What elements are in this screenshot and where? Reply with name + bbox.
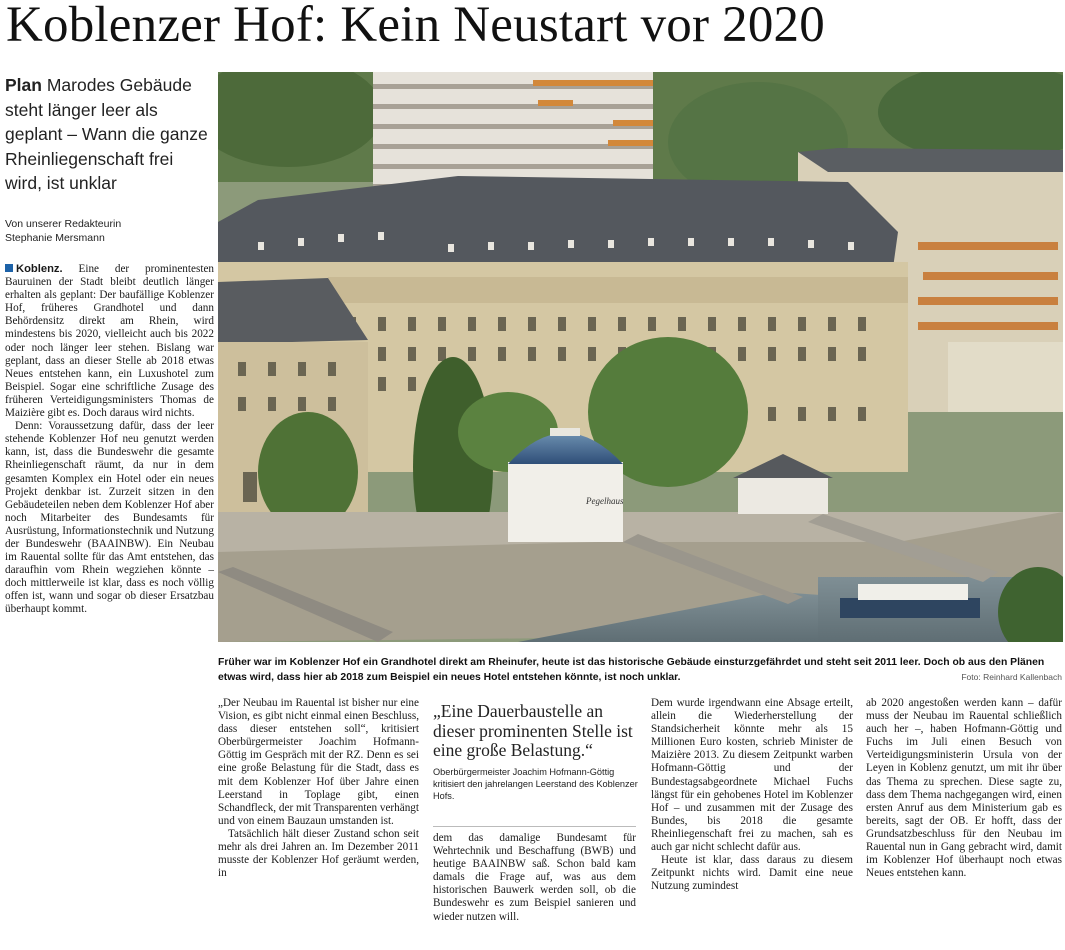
paragraph: „Der Neubau im Rauental ist bisher nur eine Vision, es gibt nicht einmal einen Beschluss, dass dieser entstehen soll“, kritisiert Oberbürgermeister Joachim Hofmann-Göttig im Gespräch mit der RZ. Denn es sei eine große Belastung für die Stadt, dass es mit dem Koblenzer Hof über Jahre einen Leerstand in Toplage gibt, einen Schandfleck, der mit Transparenten verhängt und von einem Bauzaun umstanden ist. [218, 697, 420, 827]
headline: Koblenzer Hof: Kein Neustart vor 2020 [6, 0, 825, 53]
byline-author: Stephanie Mersmann [5, 231, 105, 244]
paragraph: Heute ist klar, dass daraus zu diesem Zeitpunkt nichts wird. Damit eine neue Nutzung zumindest [651, 854, 853, 893]
photo-caption: Früher war im Koblenzer Hof ein Grandhotel direkt am Rheinufer, heute ist das historische Gebäude einsturzgefährdet und steht seit 2011 leer. Doch ob aus den Plänen etwas wird, dass hier ab 2018 zum Beispiel ein neues Hotel entstehen könnte, ist noch unklar. [218, 657, 1045, 683]
article-photo [218, 72, 1063, 642]
paragraph: Denn: Voraussetzung dafür, dass der leer stehende Koblenzer Hof neu genutzt werden kann, ist, dass die Bundeswehr die gesamte Rheinliegenschaft räumt, da nur in dem gesamten Komplex ein Hotel oder ein neues Projekt denkbar ist. Zurzeit sitzen in den Gebäudeteilen neben dem Koblenzer Hof aber noch Mitarbeiter des Bundesamts für Ausrüstung, Informationstechnik und Nutzung der Bundeswehr (BAAINBW). Ein Neubau im Rauental sollte für das Amt entstehen, das daraufhin vom Rhein wegziehen könnte – doch mittlerweile ist klar, dass es noch völlig offen ist, wann und sogar ob dieser Ersatzbau überhaupt kommt. [5, 420, 214, 616]
pull-quote: „Eine Dauerbaustelle an dieser prominenten Stelle ist eine große Belastung.“ [433, 701, 633, 760]
divider [433, 826, 636, 827]
photo-credit: Foto: Reinhard Kallenbach [961, 672, 1062, 682]
article-column-4 [651, 697, 853, 893]
article-column-5 [866, 697, 1062, 880]
article-column-2 [218, 697, 419, 880]
byline-role: Von unserer Redakteurin [5, 218, 122, 230]
paragraph [5, 263, 214, 420]
teaser-kicker: Plan [5, 75, 42, 95]
paragraph: dem das damalige Bundesamt für Wehrtechnik und Beschaffung (BWB) und heutige BAAINBW saß. Schon bald kam damals die Frage auf, was aus dem historischen Bauwerk werden soll, ob die Bundeswehr es zum Beispiel sanieren und wieder nutzen will. [433, 832, 636, 923]
pull-quote-attribution: Oberbürgermeister Joachim Hofmann-Göttig kritisiert den jahrelangen Leerstand des Koblenzer Hofs. [433, 767, 638, 801]
paragraph: Dem wurde irgendwann eine Absage erteilt, allein die Wiederherstellung der Standsicherheit könnte mehr als 15 Millionen Euro kosten, schrieb Minister de Maizière 2013. Zu diesem Zeitpunkt warben Hofmann-Göttig und der Bundestagsabgeordnete Michael Fuchs längst für ein gehobenes Hotel im Koblenzer Hof – und zusammen mit der Zusage des Bundes, bis 2018 die gesamte Rheinliegenschaft frei zu machen, sah es auch gar nicht schlecht dafür aus. [651, 697, 853, 854]
byline [5, 218, 215, 245]
article-column-3 [433, 832, 636, 924]
paragraph: Tatsächlich hält dieser Zustand schon seit mehr als drei Jahren an. Im Dezember 2011 musste der Koblenzer Hof geräumt werden, in [218, 827, 419, 880]
paragraph: ab 2020 angestoßen werden kann – dafür muss der Neubau im Rauental schließlich auch her –, haben Hofmann-Göttig und Fuchs im Juli einen Besuch von Verteidigungsministerin Ursula von der Leyen in Koblenz genutzt, um mit ihr über das Thema zu sprechen. Diese sagte zu, dass dem Thema nachgegangen wird, einen ersten Anruf aus dem Ministerium gab es bereits, sagt der OB. Er hofft, dass der Grundsatzbeschluss für den Neubau im Rauental nun in Gang gebracht wird, damit im Koblenzer Hof überhaupt noch etwas Neues entstehen kann. [866, 697, 1062, 880]
paragraph-text: Eine der prominentesten Bauruinen der Stadt bleibt deutlich länger erhalten als geplant: Der baufällige Koblenzer Hof, früheres Grandhotel und dann Behördensitz direkt am Rhein, wird mindestens bis 2020, vielleicht auch bis 2022 oder noch länger leer stehen. Bislang war geplant, dass an dieser Stelle ab 2018 etwas Neues entstehen kann, ein Luxushotel zum Beispiel. Sogar eine schriftliche Zusage des früheren Verteidigungsministers Thomas de Maizière gibt es. Doch daraus wird nichts. [5, 263, 214, 420]
koblenzer-hof-photo-illustration [218, 72, 1063, 642]
dateline-square-icon [5, 264, 13, 272]
dateline: Koblenz. [16, 263, 63, 275]
article-column-1 [5, 263, 214, 617]
teaser [5, 73, 215, 196]
teaser-text: Marodes Gebäude steht länger leer als geplant – Wann die ganze Rheinliegenschaft frei wird, ist unklar [5, 75, 208, 193]
sign-text: Pegelhaus [586, 496, 624, 506]
